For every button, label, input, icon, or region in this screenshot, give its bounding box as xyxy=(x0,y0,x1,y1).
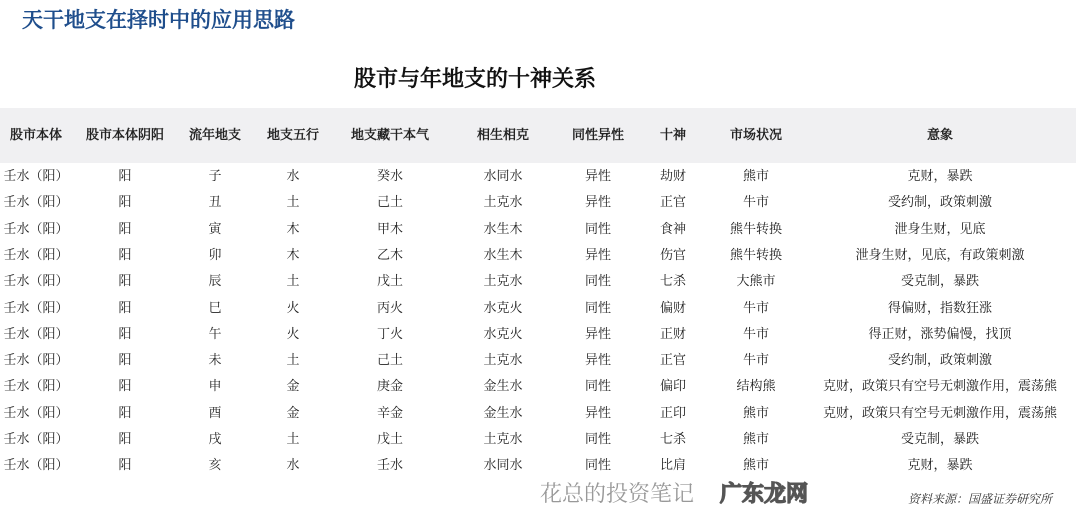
table-cell: 牛市 xyxy=(742,353,770,369)
table-cell: 申 xyxy=(208,379,222,395)
table-cell: 熊市 xyxy=(742,405,770,421)
table-row xyxy=(0,296,1080,322)
table-cell: 阳 xyxy=(118,221,132,237)
table-cell: 土克水 xyxy=(483,274,523,290)
table-cell: 泄身生财，见底，有政策刺激 xyxy=(855,247,1025,263)
table-row xyxy=(0,164,1080,190)
table-cell: 同性 xyxy=(584,432,612,447)
table-cell: 丑 xyxy=(208,195,222,211)
table-cell: 正财 xyxy=(659,326,687,342)
table-cell: 大熊市 xyxy=(736,274,776,290)
table-cell: 金生水 xyxy=(483,379,523,395)
column-header: 十神 xyxy=(659,128,687,143)
table-cell: 乙木 xyxy=(376,247,404,263)
table-cell: 异性 xyxy=(584,405,612,421)
table-cell: 熊市 xyxy=(742,169,770,184)
table-cell: 偏印 xyxy=(659,379,687,395)
table-row xyxy=(0,217,1080,243)
table-cell: 阳 xyxy=(118,274,132,290)
table-cell: 水生木 xyxy=(483,221,523,237)
table-row xyxy=(0,269,1080,295)
table-cell: 阳 xyxy=(118,169,132,184)
table-cell: 异性 xyxy=(584,247,612,263)
table-cell: 熊市 xyxy=(742,432,770,447)
table-cell: 泄身生财，见底 xyxy=(894,221,986,237)
table-cell: 酉 xyxy=(208,405,222,421)
table-cell: 同性 xyxy=(584,300,612,316)
column-header: 意象 xyxy=(926,128,954,143)
table-cell: 戊土 xyxy=(376,432,404,447)
table-cell: 水克火 xyxy=(483,326,523,342)
watermark-logo: 广东龙网 xyxy=(720,482,809,507)
table-cell: 壬水（阳） xyxy=(3,221,69,237)
table-cell: 戌 xyxy=(208,432,222,447)
table-cell: 壬水（阳） xyxy=(3,274,69,290)
table-cell: 熊牛转换 xyxy=(729,221,783,237)
table-cell: 熊牛转换 xyxy=(729,247,783,263)
table-cell: 克财，暴跌 xyxy=(907,458,973,474)
table-cell: 壬水（阳） xyxy=(3,169,69,184)
table-cell: 火 xyxy=(286,300,300,316)
table-cell: 阳 xyxy=(118,353,132,369)
table-cell: 土 xyxy=(286,432,300,447)
table-cell: 壬水（阳） xyxy=(3,300,69,316)
table-cell: 得正财，涨势偏慢，找顶 xyxy=(868,326,1012,342)
table-cell: 阳 xyxy=(118,379,132,395)
column-header: 同性异性 xyxy=(571,128,625,143)
table-cell: 食神 xyxy=(659,221,687,237)
table-cell: 戊土 xyxy=(376,274,404,290)
table-cell: 水同水 xyxy=(483,458,523,474)
table-cell: 阳 xyxy=(118,405,132,421)
table-cell: 阳 xyxy=(118,300,132,316)
table-cell: 己土 xyxy=(376,353,404,369)
table-cell: 壬水 xyxy=(376,458,404,474)
table-cell: 水克火 xyxy=(483,300,523,316)
table-cell: 劫财 xyxy=(659,169,687,184)
table-row xyxy=(0,190,1080,216)
table-header xyxy=(0,108,1076,163)
table-cell: 卯 xyxy=(208,247,222,263)
table-cell: 七杀 xyxy=(659,274,687,290)
table-cell: 同性 xyxy=(584,274,612,290)
table-cell: 水 xyxy=(286,169,300,184)
table-cell: 木 xyxy=(286,221,300,237)
table-cell: 壬水（阳） xyxy=(3,405,69,421)
watermark: 花总的投资笔记 xyxy=(540,482,695,507)
table-cell: 阳 xyxy=(118,195,132,211)
table-cell: 正官 xyxy=(659,353,687,369)
table-cell: 水生木 xyxy=(483,247,523,263)
table-cell: 土克水 xyxy=(483,195,523,211)
table-cell: 金生水 xyxy=(483,405,523,421)
table-cell: 丁火 xyxy=(376,326,404,342)
table-cell: 受克制，暴跌 xyxy=(900,432,980,447)
column-header: 市场状况 xyxy=(729,128,783,143)
table-cell: 土 xyxy=(286,195,300,211)
table-cell: 庚金 xyxy=(376,379,404,395)
table-row xyxy=(0,348,1080,374)
table-cell: 同性 xyxy=(584,458,612,474)
table-cell: 未 xyxy=(208,353,222,369)
table-cell: 异性 xyxy=(584,326,612,342)
table-row xyxy=(0,401,1080,427)
table-cell: 结构熊 xyxy=(736,379,776,395)
table-cell: 阳 xyxy=(118,458,132,474)
column-header: 地支藏干本气 xyxy=(350,128,430,143)
table-cell: 得偏财，指数狂涨 xyxy=(887,300,993,316)
table-cell: 土 xyxy=(286,274,300,290)
table-cell: 巳 xyxy=(208,300,222,316)
table-cell: 壬水（阳） xyxy=(3,195,69,211)
table-cell: 壬水（阳） xyxy=(3,379,69,395)
table-row xyxy=(0,374,1080,400)
column-header: 股市本体 xyxy=(9,128,63,143)
table-cell: 克财，暴跌 xyxy=(907,169,973,184)
table-cell: 壬水（阳） xyxy=(3,247,69,263)
table-cell: 午 xyxy=(208,326,222,342)
column-header: 股市本体阴阳 xyxy=(85,128,165,143)
table-cell: 水同水 xyxy=(483,169,523,184)
column-header: 相生相克 xyxy=(476,128,530,143)
table-cell: 受约制，政策刺激 xyxy=(887,195,993,211)
table-cell: 金 xyxy=(286,405,300,421)
table-cell: 偏财 xyxy=(659,300,687,316)
table-cell: 水 xyxy=(286,458,300,474)
table-cell: 壬水（阳） xyxy=(3,458,69,474)
table-cell: 克财，政策只有空号无刺激作用，震荡熊 xyxy=(822,405,1058,421)
table-cell: 木 xyxy=(286,247,300,263)
table-cell: 比肩 xyxy=(659,458,687,474)
table-cell: 火 xyxy=(286,326,300,342)
table-cell: 己土 xyxy=(376,195,404,211)
table-cell: 异性 xyxy=(584,169,612,184)
table-cell: 土 xyxy=(286,353,300,369)
table-cell: 辛金 xyxy=(376,405,404,421)
column-header: 流年地支 xyxy=(188,128,242,143)
table-cell: 受约制，政策刺激 xyxy=(887,353,993,369)
table-cell: 癸水 xyxy=(376,169,404,184)
table-row xyxy=(0,322,1080,348)
table-cell: 同性 xyxy=(584,221,612,237)
table-cell: 正官 xyxy=(659,195,687,211)
table-cell: 土克水 xyxy=(483,353,523,369)
table-cell: 壬水（阳） xyxy=(3,432,69,447)
table-row xyxy=(0,427,1080,453)
table-cell: 牛市 xyxy=(742,326,770,342)
table-cell: 丙火 xyxy=(376,300,404,316)
table-row xyxy=(0,243,1080,269)
table-title: 股市与年地支的十神关系 xyxy=(353,66,596,92)
table-cell: 阳 xyxy=(118,326,132,342)
table-cell: 牛市 xyxy=(742,300,770,316)
column-header: 地支五行 xyxy=(266,128,320,143)
table-cell: 寅 xyxy=(208,221,222,237)
table-cell: 子 xyxy=(208,169,222,184)
table-cell: 壬水（阳） xyxy=(3,353,69,369)
table-cell: 受克制，暴跌 xyxy=(900,274,980,290)
table-cell: 克财，政策只有空号无刺激作用，震荡熊 xyxy=(822,379,1058,395)
table-cell: 牛市 xyxy=(742,195,770,211)
table-cell: 伤官 xyxy=(659,247,687,263)
table-cell: 异性 xyxy=(584,353,612,369)
table-cell: 同性 xyxy=(584,379,612,395)
table-row xyxy=(0,453,1080,479)
table-cell: 熊市 xyxy=(742,458,770,474)
table-cell: 阳 xyxy=(118,432,132,447)
table-cell: 正印 xyxy=(659,405,687,421)
table-cell: 壬水（阳） xyxy=(3,326,69,342)
table-cell: 亥 xyxy=(208,458,222,474)
page-title: 天干地支在择时中的应用思路 xyxy=(22,7,295,32)
table-cell: 阳 xyxy=(118,247,132,263)
table-cell: 七杀 xyxy=(659,432,687,447)
table-cell: 甲木 xyxy=(376,221,404,237)
source-note: 资料来源：国盛证券研究所 xyxy=(907,492,1052,506)
table-cell: 异性 xyxy=(584,195,612,211)
table-cell: 辰 xyxy=(208,274,222,290)
table-cell: 土克水 xyxy=(483,432,523,447)
table-cell: 金 xyxy=(286,379,300,395)
